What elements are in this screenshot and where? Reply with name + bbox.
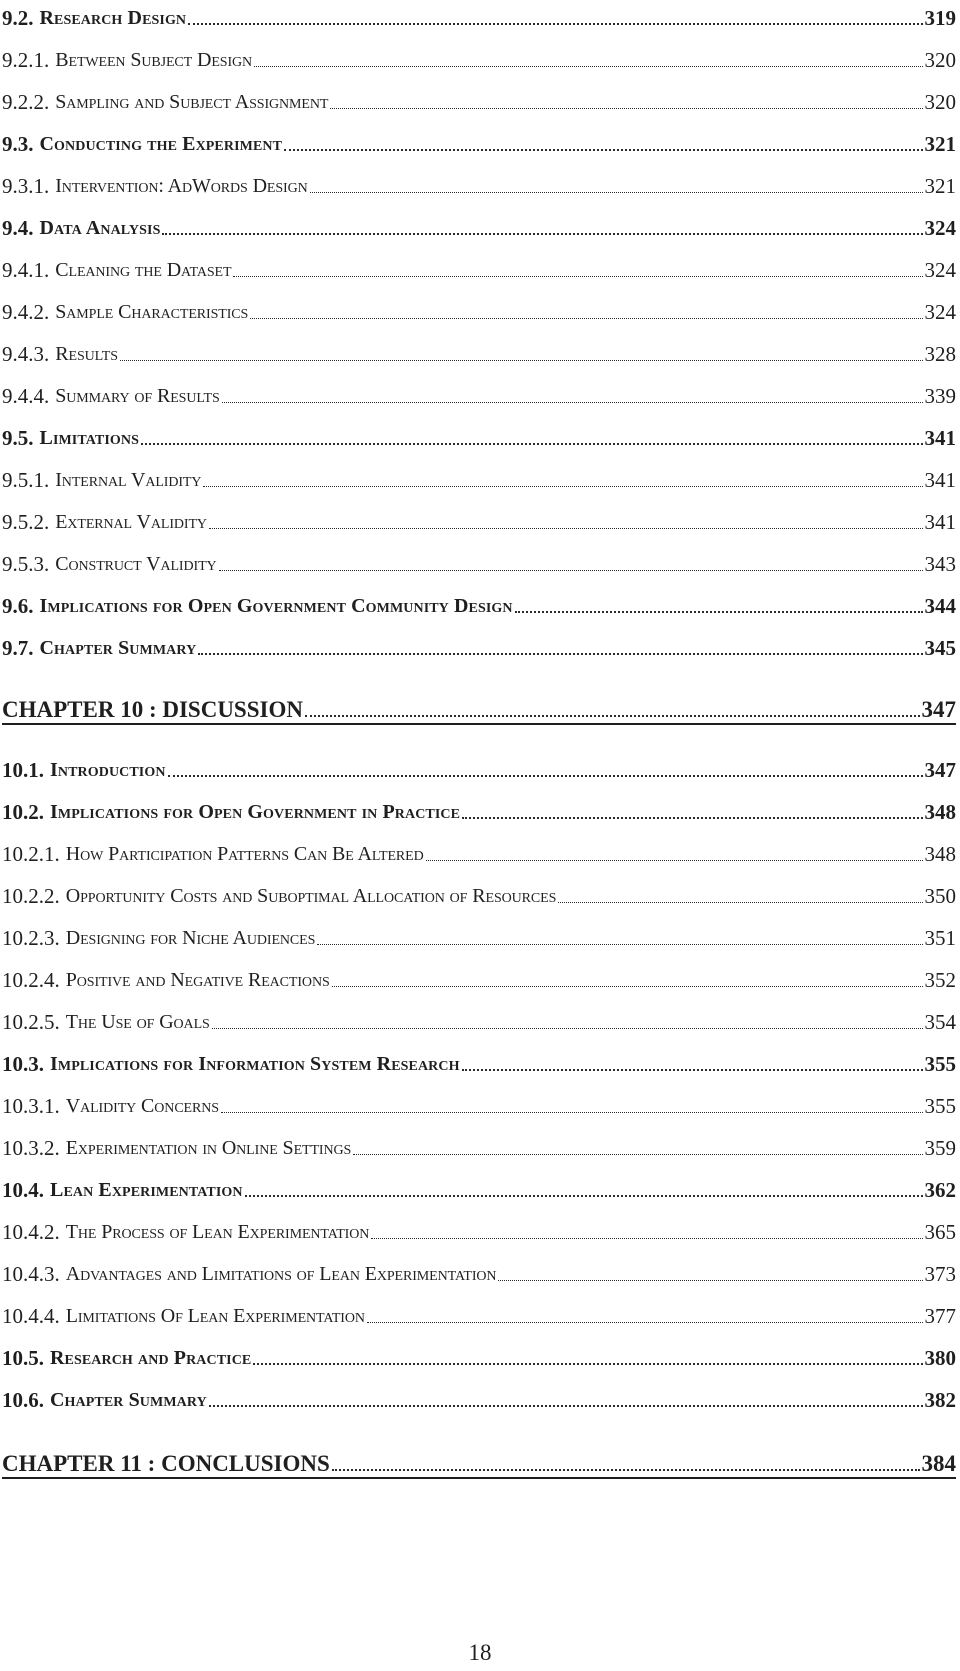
- toc-dot-leader: [198, 653, 922, 655]
- toc-subsection-entry[interactable]: [2, 920, 956, 950]
- toc-entry-page: 345: [924, 636, 956, 660]
- toc-entry-page: 359: [924, 1136, 956, 1160]
- toc-dot-leader: [141, 443, 923, 445]
- toc-entry-number: 9.4.4.: [2, 384, 50, 408]
- page-number: 18: [468, 1640, 492, 1665]
- toc-dot-leader: [558, 902, 922, 903]
- toc-subsection-entry[interactable]: [2, 378, 956, 408]
- toc-entry-number: 9.4.2.: [2, 300, 50, 324]
- toc-entry-title: Conducting the Experiment: [39, 133, 283, 155]
- toc-entry-number: 9.7.: [2, 636, 34, 660]
- toc-entry-page: 341: [924, 510, 956, 534]
- toc-entry-title: Positive and Negative Reactions: [65, 969, 330, 991]
- toc-entry-page: 324: [924, 258, 956, 282]
- toc-dot-leader: [332, 986, 923, 987]
- toc-entry-page: 324: [924, 216, 956, 240]
- toc-dot-leader: [254, 66, 922, 67]
- toc-subsection-entry[interactable]: [2, 1214, 956, 1244]
- toc-dot-leader: [367, 1322, 923, 1323]
- toc-entry-page: 348: [924, 842, 956, 866]
- toc-entry-page: 319: [924, 6, 956, 30]
- toc-dot-leader: [462, 817, 922, 819]
- toc-entry-page: 352: [924, 968, 956, 992]
- toc-entry-number: 9.6.: [2, 594, 34, 618]
- toc-dot-leader: [212, 1028, 923, 1029]
- toc-entry-title: Experimentation in Online Settings: [65, 1137, 352, 1159]
- toc-entry-number: 9.3.: [2, 132, 34, 156]
- toc-dot-leader: [233, 276, 922, 277]
- toc-entry-number: 9.5.3.: [2, 552, 50, 576]
- toc-subsection-entry[interactable]: [2, 252, 956, 282]
- toc-entry-title: Results: [55, 343, 118, 365]
- toc-entry-title: Internal Validity: [55, 469, 202, 491]
- toc-entry-number: 9.4.: [2, 216, 34, 240]
- toc-entry-title: Designing for Niche Audiences: [65, 927, 316, 949]
- toc-entry-title: Intervention: AdWords Design: [55, 175, 308, 197]
- toc-entry-page: 377: [924, 1304, 956, 1328]
- toc-entry-page: 321: [924, 174, 956, 198]
- toc-entry-page: 347: [921, 697, 956, 722]
- toc-entry-title: Research Design: [39, 7, 187, 29]
- toc-entry-title: Lean Experimentation: [50, 1179, 243, 1201]
- toc-entry-page: 348: [924, 800, 956, 824]
- toc-dot-leader: [253, 1363, 922, 1365]
- toc-entry-title: The Process of Lean Experimentation: [65, 1221, 370, 1243]
- toc-dot-leader: [250, 318, 922, 319]
- toc-entry-number: 9.4.3.: [2, 342, 50, 366]
- toc-dot-leader: [371, 1238, 922, 1239]
- toc-entry-page: 341: [924, 468, 956, 492]
- toc-entry-page: 341: [924, 426, 956, 450]
- toc-entry-title: Opportunity Costs and Suboptimal Allocation of Resources: [65, 885, 557, 907]
- toc-section-entry[interactable]: [2, 0, 956, 30]
- toc-subsection-entry[interactable]: [2, 1256, 956, 1286]
- toc-entry-number: 9.4.1.: [2, 258, 50, 282]
- toc-entry-title: Chapter Summary: [50, 1389, 207, 1411]
- toc-entry-number: 10.3.: [2, 1052, 44, 1076]
- toc-dot-leader: [209, 1405, 923, 1407]
- toc-dot-leader: [462, 1069, 923, 1071]
- toc-entry-page: 320: [924, 90, 956, 114]
- toc-chapter-entry[interactable]: [2, 1446, 956, 1479]
- toc-entry-title: Sampling and Subject Assignment: [55, 91, 329, 113]
- toc-section-entry[interactable]: [2, 794, 956, 824]
- toc-entry-title: Limitations Of Lean Experimentation: [65, 1305, 365, 1327]
- toc-entry-page: 362: [924, 1178, 956, 1202]
- toc-dot-leader: [245, 1195, 923, 1197]
- toc-entry-title: Sample Characteristics: [55, 301, 249, 323]
- toc-entry-title: How Participation Patterns Can Be Altered: [65, 843, 424, 865]
- toc-entry-number: 9.5.2.: [2, 510, 50, 534]
- toc-dot-leader: [515, 611, 923, 613]
- toc-entry-title: Implications for Open Government Community Design: [39, 595, 513, 617]
- toc-dot-leader: [310, 192, 923, 193]
- toc-entry-number: 9.5.1.: [2, 468, 50, 492]
- toc-subsection-entry[interactable]: [2, 84, 956, 114]
- toc-entry-page: 320: [924, 48, 956, 72]
- toc-entry-number: 9.2.1.: [2, 48, 50, 72]
- toc-subsection-entry[interactable]: [2, 294, 956, 324]
- toc-entry-page: 347: [924, 758, 956, 782]
- toc-entry-title: Cleaning the Dataset: [55, 259, 232, 281]
- toc-entry-title: Limitations: [39, 427, 139, 449]
- toc-section-entry[interactable]: [2, 630, 956, 660]
- toc-subsection-entry[interactable]: [2, 546, 956, 576]
- toc-entry-number: 10.5.: [2, 1346, 44, 1370]
- toc-dot-leader: [305, 715, 920, 717]
- toc-chapter-entry[interactable]: [2, 692, 956, 725]
- toc-entry-number: 10.2.4.: [2, 968, 60, 992]
- toc-dot-leader: [353, 1154, 922, 1155]
- toc-entry-page: 380: [924, 1346, 956, 1370]
- toc-entry-page: 355: [924, 1052, 956, 1076]
- toc-entry-number: 9.2.2.: [2, 90, 50, 114]
- toc-entry-title: Introduction: [50, 759, 166, 781]
- toc-subsection-entry[interactable]: [2, 836, 956, 866]
- toc-entry-number: 10.4.: [2, 1178, 44, 1202]
- toc-section-entry[interactable]: [2, 1172, 956, 1202]
- toc-subsection-entry[interactable]: [2, 462, 956, 492]
- toc-entry-title: CHAPTER 11 : CONCLUSIONS: [2, 1451, 330, 1476]
- toc-entry-page: 328: [924, 342, 956, 366]
- toc-subsection-entry[interactable]: [2, 504, 956, 534]
- toc-section-entry[interactable]: [2, 126, 956, 156]
- toc-entry-number: 10.4.3.: [2, 1262, 60, 1286]
- toc-dot-leader: [498, 1280, 922, 1281]
- toc-section-entry[interactable]: [2, 752, 956, 782]
- toc-entry-number: 10.6.: [2, 1388, 44, 1412]
- toc-entry-title: Between Subject Design: [55, 49, 253, 71]
- toc-dot-leader: [332, 1469, 920, 1471]
- toc-subsection-entry[interactable]: [2, 962, 956, 992]
- toc-section-entry[interactable]: [2, 1340, 956, 1370]
- toc-entry-page: 354: [924, 1010, 956, 1034]
- toc-subsection-entry[interactable]: [2, 1004, 956, 1034]
- toc-entry-title: The Use of Goals: [65, 1011, 210, 1033]
- toc-section-entry[interactable]: [2, 210, 956, 240]
- toc-entry-number: 10.2.2.: [2, 884, 60, 908]
- toc-entry-page: 382: [924, 1388, 956, 1412]
- toc-entry-number: 9.2.: [2, 6, 34, 30]
- toc-entry-title: Implications for Information System Research: [50, 1053, 460, 1075]
- toc-entry-title: External Validity: [55, 511, 207, 533]
- toc-subsection-entry[interactable]: [2, 1298, 956, 1328]
- toc-dot-leader: [330, 108, 922, 109]
- toc-entry-page: 343: [924, 552, 956, 576]
- toc-entry-number: 9.5.: [2, 426, 34, 450]
- toc-entry-number: 10.3.1.: [2, 1094, 60, 1118]
- toc-entry-page: 324: [924, 300, 956, 324]
- toc-dot-leader: [168, 775, 923, 777]
- toc-dot-leader: [188, 23, 922, 25]
- toc-subsection-entry[interactable]: [2, 168, 956, 198]
- toc-dot-leader: [209, 528, 923, 529]
- toc-entry-page: 344: [924, 594, 956, 618]
- toc-entry-number: 10.2.3.: [2, 926, 60, 950]
- toc-dot-leader: [284, 149, 922, 151]
- toc-entry-page: 365: [924, 1220, 956, 1244]
- toc-entry-title: Advantages and Limitations of Lean Experimentation: [65, 1263, 497, 1285]
- toc-section-entry[interactable]: [2, 1382, 956, 1412]
- toc-entry-number: 10.1.: [2, 758, 44, 782]
- toc-entry-page: 351: [924, 926, 956, 950]
- toc-dot-leader: [317, 944, 922, 945]
- toc-subsection-entry[interactable]: [2, 1088, 956, 1118]
- toc-section-entry[interactable]: [2, 420, 956, 450]
- toc-entry-title: Construct Validity: [55, 553, 217, 575]
- toc-entry-page: 355: [924, 1094, 956, 1118]
- toc-entry-title: Summary of Results: [55, 385, 220, 407]
- toc-entry-title: Data Analysis: [39, 217, 161, 239]
- toc-dot-leader: [221, 1112, 923, 1113]
- toc-entry-number: 10.2.5.: [2, 1010, 60, 1034]
- toc-entry-page: 373: [924, 1262, 956, 1286]
- toc-dot-leader: [203, 486, 922, 487]
- toc-entry-page: 321: [924, 132, 956, 156]
- toc-entry-number: 10.3.2.: [2, 1136, 60, 1160]
- toc-entry-page: 339: [924, 384, 956, 408]
- toc-entry-number: 10.2.1.: [2, 842, 60, 866]
- toc-entry-title: Chapter Summary: [39, 637, 197, 659]
- toc-entry-title: Validity Concerns: [65, 1095, 219, 1117]
- toc-subsection-entry[interactable]: [2, 42, 956, 72]
- toc-entry-title: CHAPTER 10 : DISCUSSION: [2, 697, 303, 722]
- toc-dot-leader: [219, 570, 923, 571]
- toc-entry-number: 10.4.2.: [2, 1220, 60, 1244]
- toc-entry-title: Implications for Open Government in Practice: [50, 801, 461, 823]
- toc-dot-leader: [162, 233, 922, 235]
- toc-entry-page: 384: [921, 1451, 956, 1476]
- toc-entry-title: Research and Practice: [50, 1347, 252, 1369]
- toc-entry-number: 10.4.4.: [2, 1304, 60, 1328]
- toc-section-entry[interactable]: [2, 588, 956, 618]
- toc-subsection-entry[interactable]: [2, 1130, 956, 1160]
- toc-subsection-entry[interactable]: [2, 878, 956, 908]
- toc-entry-page: 350: [924, 884, 956, 908]
- toc-dot-leader: [120, 360, 923, 361]
- toc-subsection-entry[interactable]: [2, 336, 956, 366]
- toc-dot-leader: [222, 402, 923, 403]
- toc-entry-number: 10.2.: [2, 800, 44, 824]
- toc-entry-number: 9.3.1.: [2, 174, 50, 198]
- toc-section-entry[interactable]: [2, 1046, 956, 1076]
- toc-dot-leader: [426, 860, 923, 861]
